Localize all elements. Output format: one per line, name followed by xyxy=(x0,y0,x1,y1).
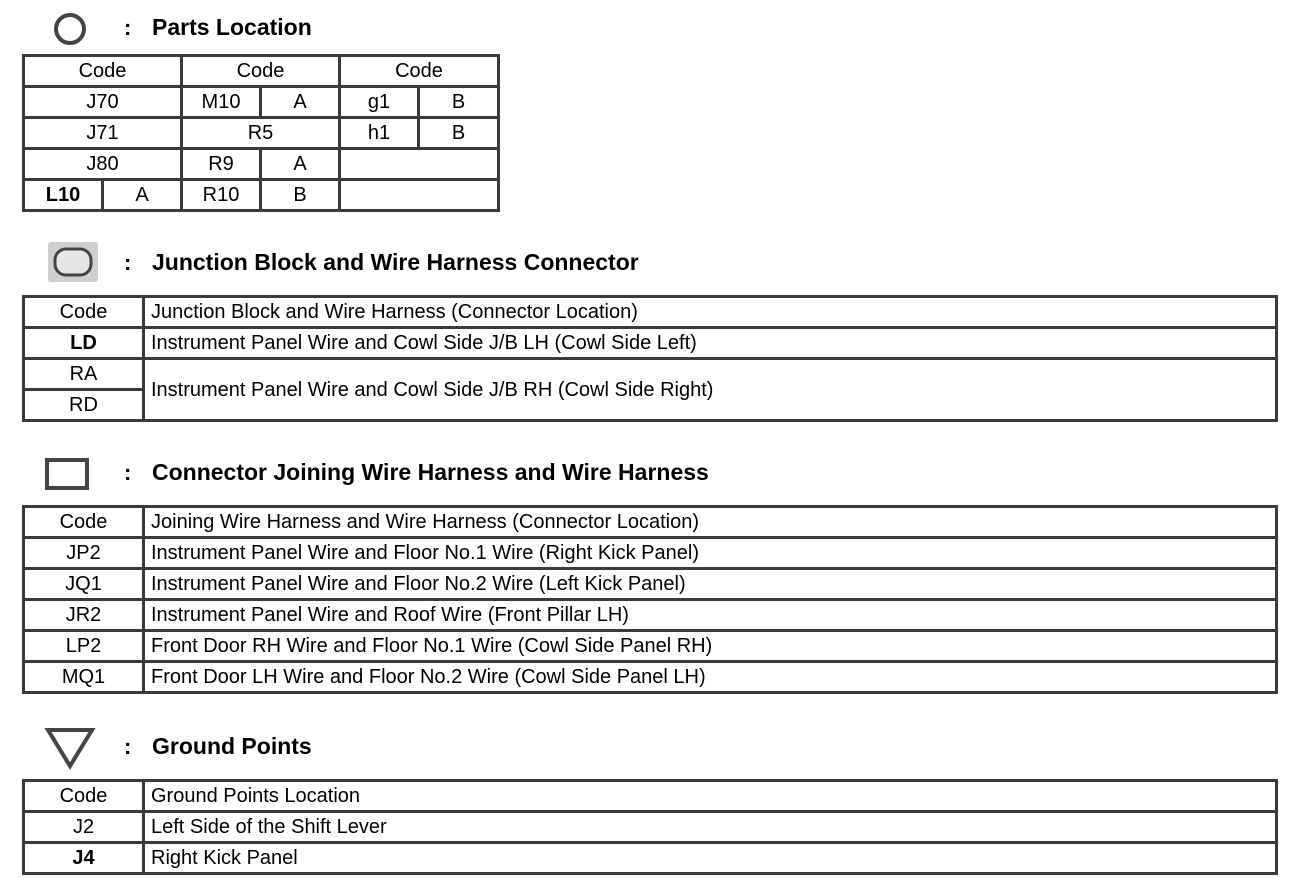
code-cell: JQ1 xyxy=(24,569,144,600)
table-row xyxy=(24,812,1277,843)
code-cell: B xyxy=(261,180,340,211)
header-cell: Code xyxy=(24,781,144,812)
table-row xyxy=(24,180,499,211)
code-cell: A xyxy=(261,149,340,180)
code-cell: L10 xyxy=(24,180,103,211)
section-colon: : xyxy=(124,460,132,485)
description-cell: Instrument Panel Wire and Roof Wire (Front Pillar LH) xyxy=(144,600,1277,631)
table-row xyxy=(24,781,1277,812)
code-cell: MQ1 xyxy=(24,662,144,693)
parts-location-table xyxy=(22,54,500,212)
table-row xyxy=(24,328,1277,359)
junction-block-table xyxy=(22,295,1278,422)
code-cell: R9 xyxy=(182,149,261,180)
code-cell: B xyxy=(419,87,499,118)
table-row xyxy=(24,149,499,180)
header-cell: Ground Points Location xyxy=(144,781,1277,812)
code-cell: g1 xyxy=(340,87,419,118)
header-cell: Code xyxy=(24,297,144,328)
header-cell: Code xyxy=(24,56,182,87)
code-cell: RD xyxy=(24,390,144,421)
code-cell: A xyxy=(103,180,182,211)
header-cell: Code xyxy=(182,56,340,87)
code-cell: J4 xyxy=(24,843,144,874)
rounded-rect-symbol-icon xyxy=(46,240,100,284)
code-cell: J71 xyxy=(24,118,182,149)
code-cell: J2 xyxy=(24,812,144,843)
description-cell: Instrument Panel Wire and Cowl Side J/B LH (Cowl Side Left) xyxy=(144,328,1277,359)
ground-points-title: Ground Points xyxy=(152,733,312,759)
code-cell: R10 xyxy=(182,180,261,211)
code-cell: h1 xyxy=(340,118,419,149)
table-row xyxy=(24,56,499,87)
description-cell: Right Kick Panel xyxy=(144,843,1277,874)
table-row xyxy=(24,359,1277,390)
table-row xyxy=(24,87,499,118)
code-cell: M10 xyxy=(182,87,261,118)
code-cell: JR2 xyxy=(24,600,144,631)
code-cell: B xyxy=(419,118,499,149)
empty-cell xyxy=(340,180,499,211)
code-cell: LD xyxy=(24,328,144,359)
header-cell: Junction Block and Wire Harness (Connector Location) xyxy=(144,297,1277,328)
code-cell: R5 xyxy=(182,118,340,149)
triangle-symbol-icon xyxy=(44,725,96,771)
description-cell: Front Door LH Wire and Floor No.2 Wire (Cowl Side Panel LH) xyxy=(144,662,1277,693)
description-cell: Instrument Panel Wire and Floor No.2 Wire (Left Kick Panel) xyxy=(144,569,1277,600)
description-cell: Instrument Panel Wire and Floor No.1 Wire (Right Kick Panel) xyxy=(144,538,1277,569)
table-row xyxy=(24,600,1277,631)
header-cell: Code xyxy=(24,507,144,538)
section-colon: : xyxy=(124,250,132,275)
connector-joining-table xyxy=(22,505,1278,694)
ground-points-table xyxy=(22,779,1278,875)
table-row xyxy=(24,118,499,149)
table-row xyxy=(24,507,1277,538)
table-row xyxy=(24,631,1277,662)
section-colon: : xyxy=(124,15,132,40)
table-row xyxy=(24,297,1277,328)
parts-location-title: Parts Location xyxy=(152,14,312,40)
code-cell: J80 xyxy=(24,149,182,180)
description-cell: Left Side of the Shift Lever xyxy=(144,812,1277,843)
circle-symbol-icon xyxy=(52,11,88,47)
connector-joining-title: Connector Joining Wire Harness and Wire Harness xyxy=(152,459,709,485)
code-cell: JP2 xyxy=(24,538,144,569)
empty-cell xyxy=(340,149,499,180)
table-row xyxy=(24,662,1277,693)
junction-block-title: Junction Block and Wire Harness Connector xyxy=(152,249,639,275)
code-cell: A xyxy=(261,87,340,118)
description-cell: Front Door RH Wire and Floor No.1 Wire (Cowl Side Panel RH) xyxy=(144,631,1277,662)
header-cell: Joining Wire Harness and Wire Harness (Connector Location) xyxy=(144,507,1277,538)
code-cell: J70 xyxy=(24,87,182,118)
header-cell: Code xyxy=(340,56,499,87)
table-row xyxy=(24,843,1277,874)
rectangle-symbol-icon xyxy=(45,458,89,490)
table-row xyxy=(24,538,1277,569)
code-cell: RA xyxy=(24,359,144,390)
section-colon: : xyxy=(124,734,132,759)
description-cell: Instrument Panel Wire and Cowl Side J/B RH (Cowl Side Right) xyxy=(144,359,1277,421)
code-cell: LP2 xyxy=(24,631,144,662)
table-row xyxy=(24,569,1277,600)
